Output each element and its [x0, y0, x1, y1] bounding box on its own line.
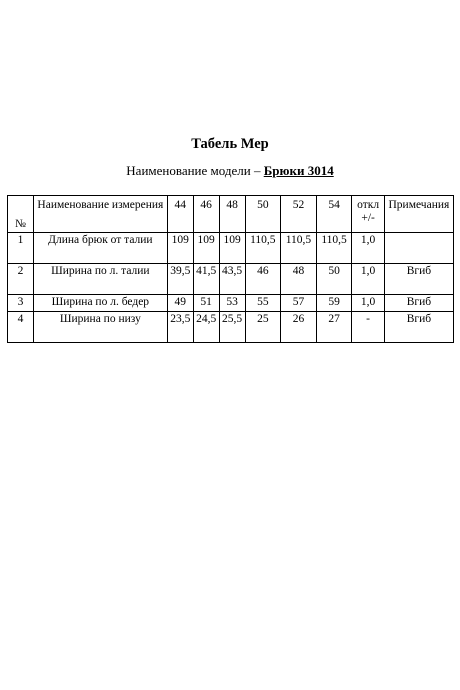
table-cell	[384, 233, 453, 264]
table-cell: 59	[316, 295, 352, 312]
table-cell: 55	[245, 295, 281, 312]
table-row	[8, 264, 454, 295]
table-cell: 4	[8, 312, 34, 343]
table-cell: 2	[8, 264, 34, 295]
table-cell: 1,0	[352, 233, 384, 264]
table-cell: 23,5	[167, 312, 193, 343]
header-size-52: 52	[281, 196, 317, 233]
table-row	[8, 295, 454, 312]
table-cell: Ширина по низу	[33, 312, 167, 343]
table-cell: 24,5	[193, 312, 219, 343]
table-cell: 110,5	[281, 233, 317, 264]
table-cell: Вгиб	[384, 295, 453, 312]
table-cell: 1,0	[352, 295, 384, 312]
table-cell: 1	[8, 233, 34, 264]
table-cell: Ширина по л. талии	[33, 264, 167, 295]
table-cell: 53	[219, 295, 245, 312]
table-cell: 26	[281, 312, 317, 343]
measurements-table	[7, 195, 454, 343]
table-cell: 49	[167, 295, 193, 312]
table-cell: 25,5	[219, 312, 245, 343]
header-size-48: 48	[219, 196, 245, 233]
table-cell: Ширина по л. бедер	[33, 295, 167, 312]
model-name-line	[0, 163, 460, 179]
header-measurement-name: Наименование измерения	[33, 196, 167, 233]
table-cell: 57	[281, 295, 317, 312]
table-cell: 3	[8, 295, 34, 312]
table-cell: 43,5	[219, 264, 245, 295]
table-cell: 41,5	[193, 264, 219, 295]
table-row	[8, 312, 454, 343]
table-cell: 109	[193, 233, 219, 264]
table-cell: -	[352, 312, 384, 343]
table-cell: 27	[316, 312, 352, 343]
header-size-44: 44	[167, 196, 193, 233]
table-cell: 51	[193, 295, 219, 312]
model-name: Брюки 3014	[263, 163, 334, 178]
table-cell: 50	[316, 264, 352, 295]
header-size-46: 46	[193, 196, 219, 233]
table-cell: 1,0	[352, 264, 384, 295]
table-cell: 109	[219, 233, 245, 264]
table-cell: Длина брюк от талии	[33, 233, 167, 264]
table-cell: 48	[281, 264, 317, 295]
model-name-prefix: Наименование модели –	[126, 163, 264, 178]
table-cell: Вгиб	[384, 264, 453, 295]
table-cell: 110,5	[316, 233, 352, 264]
header-tolerance: откл +/-	[352, 196, 384, 233]
table-cell: 25	[245, 312, 281, 343]
table-cell: 109	[167, 233, 193, 264]
header-size-50: 50	[245, 196, 281, 233]
table-cell: 39,5	[167, 264, 193, 295]
table-cell: Вгиб	[384, 312, 453, 343]
table-cell: 110,5	[245, 233, 281, 264]
header-size-54: 54	[316, 196, 352, 233]
header-number: №	[8, 196, 34, 233]
table-header-row	[8, 196, 454, 233]
table-row	[8, 233, 454, 264]
header-notes: Примечания	[384, 196, 453, 233]
table-cell: 46	[245, 264, 281, 295]
document-title: Табель Мер	[191, 136, 269, 152]
